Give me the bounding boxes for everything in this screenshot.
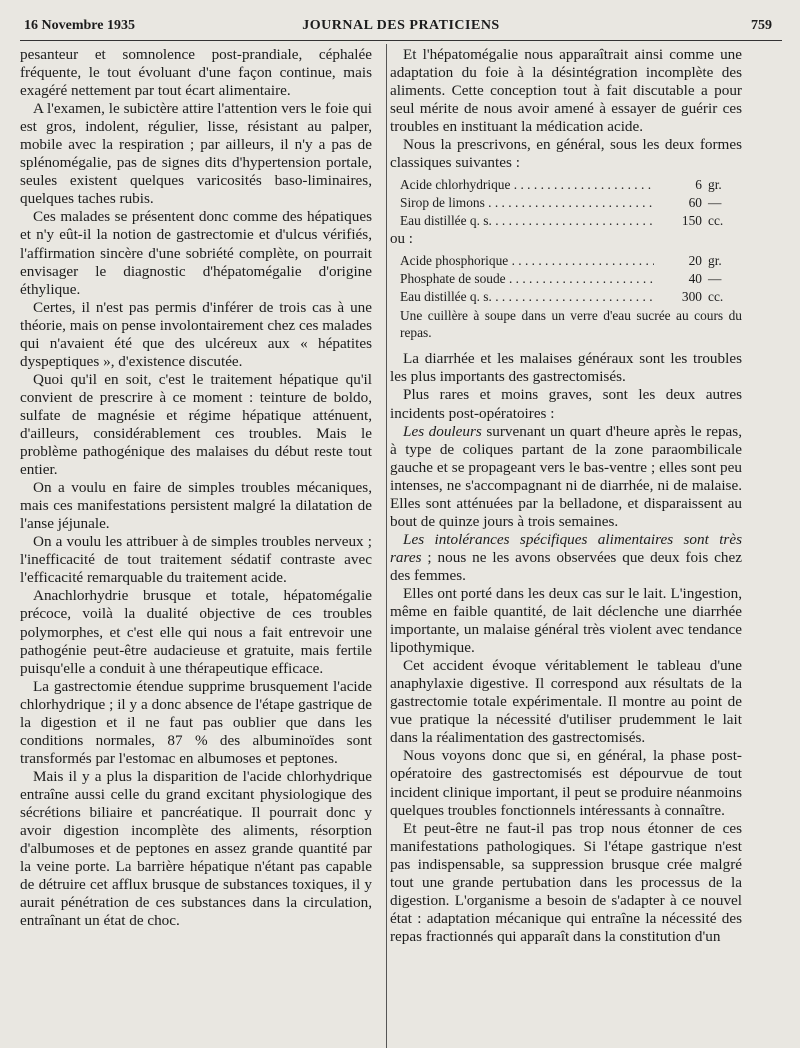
ingredient-qty: 60	[688, 195, 702, 211]
ingredient-name: Acide phosphorique . . .	[400, 252, 654, 270]
ingredient-qty: 40	[688, 271, 702, 287]
ingredient-unit: —	[708, 195, 722, 211]
paragraph: pesanteur et somnolence post-prandiale, céphalée fréquente, le tout évoluant d'une façon continue, mais exagéré nettement par tout écart alimentaire.	[20, 46, 372, 100]
left-column	[20, 46, 372, 930]
prescription-1	[390, 176, 742, 230]
paragraph: Et peut-être ne faut-il pas trop nous étonner de ces manifestations pathologiques. Si l'étape gastrique n'est pas indispensable, sa suppression brusque crée malgré tout une grande pertubation dans les processus de la digestion. L'organisme a besoin de s'adapter à ce nouvel état : adaptation mécanique qui entraîne la nécessité des repas fractionnés qui apparaît dans la constitution d'un	[390, 819, 742, 945]
paragraph: Nous la prescrivons, en général, sous les deux formes classiques suivantes :	[390, 136, 742, 172]
ingredient-unit: gr.	[708, 253, 722, 269]
italic-lead: Les intolérances spécifiques alimentaires sont très rares	[390, 530, 742, 566]
paragraph: Anachlorhydrie brusque et totale, hépatomégalie précoce, voilà la dualité objective de ces troubles polymorphes, et c'est elle qui nous a fait entrevoir une pathogénie peut-être audacieuse et gratuite, mais fertile puisqu'elle a conduit à une thérapeutique efficace.	[20, 587, 372, 677]
paragraph: La diarrhée et les malaises généraux sont les troubles les plus importants des gastrectomisés.	[390, 350, 742, 386]
page-number: 759	[751, 18, 772, 33]
ingredient-unit: gr.	[708, 177, 722, 193]
paragraph: On a voulu en faire de simples troubles mécaniques, mais ces manifestations persistent malgré la dilatation de l'anse jéjunale.	[20, 479, 372, 533]
right-column	[390, 46, 742, 946]
paragraph: La gastrectomie étendue supprime brusquement l'acide chlorhydrique ; il y a donc absence de l'étape gastrique de la digestion et il ne faut pas oublier que dans les conditions normales, 87 % des albuminoïdes sont transformés par l'estomac en albumoses et peptones.	[20, 677, 372, 767]
prescription-2	[390, 252, 742, 306]
ingredient-qty: 20	[688, 253, 702, 269]
ingredient-unit: —	[708, 271, 722, 287]
journal-title: JOURNAL DES PRATICIENS	[302, 18, 500, 33]
paragraph: A l'examen, le subictère attire l'attention vers le foie qui est gros, indolent, régulier, lisse, résistant au palper, mobile avec la respiration ; par ailleurs, il n'y a pas de splénomégalie, pas de signes dits d'hypertension portale, seules existent quelques varicosités baso-liminaires, quelques taches rubis.	[20, 100, 372, 208]
header-rule	[20, 40, 782, 41]
paragraph-text: ; nous ne les avons observées que deux fois chez des femmes.	[390, 548, 742, 584]
ingredient-name: Eau distillée q. s. . . .	[400, 288, 654, 306]
ingredient-qty: 300	[681, 289, 702, 305]
paragraph: Quoi qu'il en soit, c'est le traitement hépatique qu'il convient de prescrire à ce moment : teinture de boldo, sulfate de magnésie et régime hépatique atténuent, d'ailleurs, considérablement ces troubles. Mais le problème pathogénique des malaises du début reste tout entier.	[20, 370, 372, 479]
ingredient-unit: cc.	[708, 289, 724, 305]
or-separator: ou :	[390, 231, 413, 248]
ingredient-name: Phosphate de soude . . .	[400, 270, 654, 288]
ingredient-name: Acide chlorhydrique . . .	[400, 176, 654, 194]
paragraph: Cet accident évoque véritablement le tableau d'une anaphylaxie digestive. Il correspond aux résultats de la gastrectomie totale expérimentale. Il montre au point de vue pratique la nécessité d'utiliser prudemment le lait dans la réalimentation des gastrectomisés.	[390, 657, 742, 747]
prescription-line	[400, 176, 742, 194]
prescription-line	[400, 288, 742, 306]
paragraph: Certes, il n'est pas permis d'inférer de trois cas à une théorie, mais on pense involontairement chez ces malades qui n'avaient été que des ulcéreux aux « hépatites dyspeptiques », d'existence discutée.	[20, 298, 372, 370]
ingredient-unit: cc.	[708, 213, 724, 229]
paragraph: Et l'hépatomégalie nous apparaîtrait ainsi comme une adaptation du foie à la désintégration incomplète des aliments. Cette conception tout à fait discutable a pour seul mérite de nous avoir amené à essayer de guérir ces troubles en instituant la médication acide.	[390, 46, 742, 136]
ingredient-qty: 6	[695, 177, 702, 193]
dosage-note: Une cuillère à soupe dans un verre d'eau sucrée au cours du repas.	[400, 308, 742, 341]
paragraph-text: survenant un quart d'heure après le repas, à type de coliques partant de la zone paraombilicale gauche et se propageant vers le bas-ventre ; elles sont peu intenses, ne s'accompagnant ni de diarrhée, ni de malaise. Elles sont atténuées par la belladone, et disparaissent au bout de quinze jours à trois semaines.	[390, 422, 742, 530]
ingredient-name: Eau distillée q. s. . . .	[400, 212, 654, 230]
italic-lead: Les douleurs	[403, 422, 482, 440]
prescription-line	[400, 212, 742, 230]
paragraph: Nous voyons donc que si, en général, la phase post-opératoire des gastrectomisés est dépourvue de tout incident clinique important, il peut se produire néanmoins quelques troubles fonctionnels intéressants à connaître.	[390, 747, 742, 819]
paragraph: Elles ont porté dans les deux cas sur le lait. L'ingestion, même en faible quantité, de lait déclenche une diarrhée importante, un malaise général très violent avec tendance lipothymique.	[390, 584, 742, 657]
paragraph: Plus rares et moins graves, sont les deux autres incidents post-opératoires :	[390, 386, 742, 422]
paragraph: Mais il y a plus la disparition de l'acide chlorhydrique entraîne aussi celle du grand excitant physiologique des sécrétions biliaire et pancréatique. Il pourrait donc y avoir digestion incomplète des aliments, résorption d'albumoses et de peptones en assez grande quantité par la veine porte. La barrière hépatique n'étant pas capable de détruire cet afflux brusque de substances toxiques, il y aurait pénétration de ces substances dans la circulation, entraînant un état de choc.	[20, 767, 372, 930]
ingredient-qty: 150	[681, 213, 702, 229]
running-header	[20, 14, 782, 36]
prescription-line	[400, 194, 742, 212]
ingredient-name: Sirop de limons . . .	[400, 194, 654, 212]
column-divider	[386, 44, 387, 1048]
paragraph: On a voulu les attribuer à de simples troubles nerveux ; l'inefficacité de tout traitement sédatif contraste avec l'efficacité remarquable du traitement acide.	[20, 533, 372, 587]
prescription-line	[400, 252, 742, 270]
prescription-line	[400, 270, 742, 288]
paragraph-intolerances	[390, 531, 742, 585]
header-date: 16 Novembre 1935	[24, 18, 135, 33]
paragraph: Ces malades se présentent donc comme des hépatiques et n'y eût-il la notion de gastrectomie et d'ulcus vérifiés, l'affirmation sincère d'une sobriété complète, on pourrait envisager le diagnostic d'hépatomégalie d'origine éthylique.	[20, 208, 372, 298]
paragraph-douleurs	[390, 423, 742, 531]
